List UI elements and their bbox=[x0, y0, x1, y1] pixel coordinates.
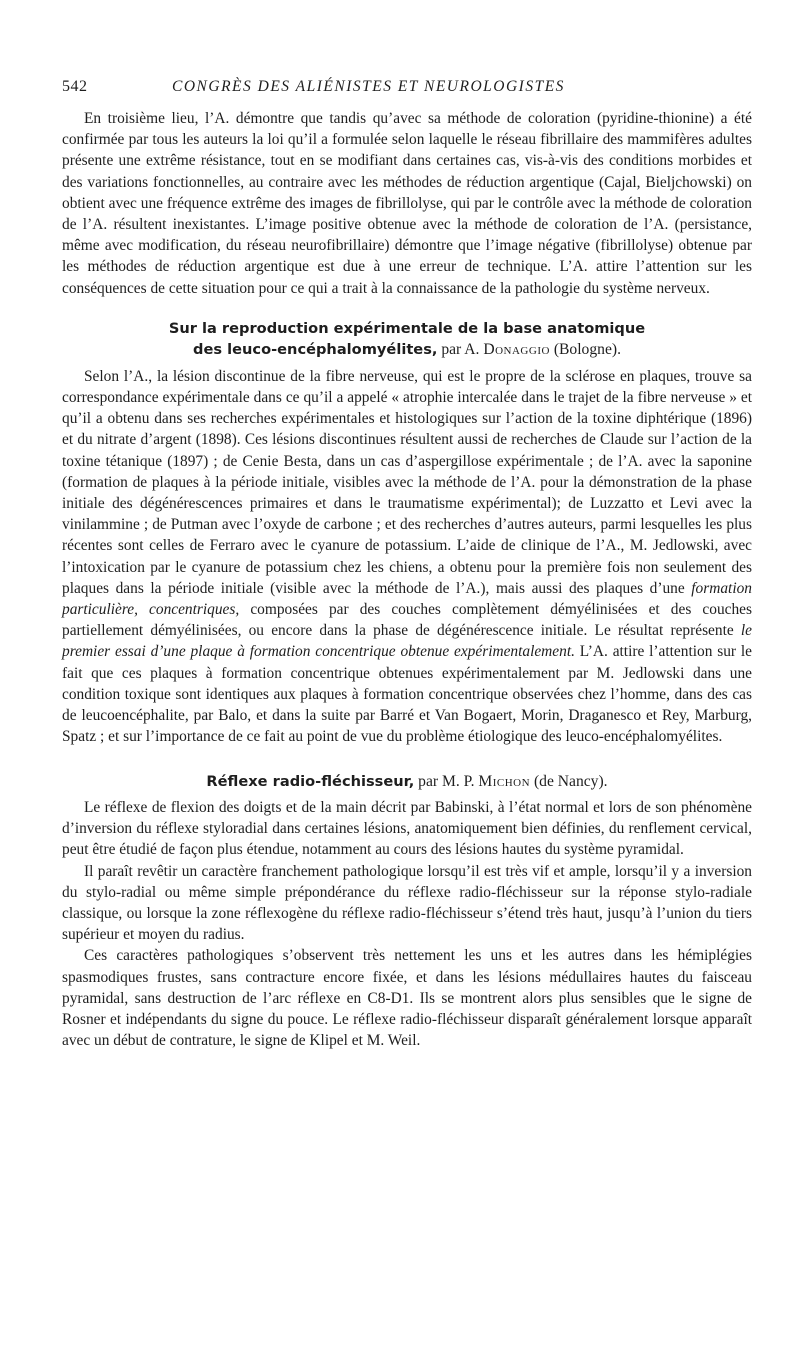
intro-paragraph: En troisième lieu, l’A. démontre que tandis qu’avec sa méthode de coloration (pyridine-thionine) a été confirmée par tous les auteurs la loi qu’il a formulée selon laquelle le réseau fibrillaire des mammifères adultes présente une extrême résistance, tout en se modifiant dans certaines cas, vis-à-vis des conditions morbides et des variations fonctionnelles, au contraire avec les méthodes de réduction argentique (Cajal, Bieljchowski) on obtient avec une fréquence extrême des images de fibrillolyse, qui par le contrôle avec la méthode de coloration de l’A. résultent inexistantes. L’image positive obtenue avec la méthode de coloration de l’A. (persistance, même avec modification, du réseau neurofibrillaire) démontre que l’image négative (fibrillolyse) obtenue par les méthodes de réduction argentique est due à une erreur de technique. L’A. attire l’attention sur les conséquences de cette situation pour ce qui a trait à la connaissance de la pathologie du système nerveux. bbox=[62, 110, 752, 297]
reflexe-paragraph-1: Le réflexe de flexion des doigts et de la main décrit par Babinski, à l’état normal et lors de son phénomène d’inversion du réflexe styloradial dans certaines lésions, anatomiquement bien définies, du renflement cervical, peut être étudié de façon plus étendue, notamment au cours des lésions hautes du système pyramidal. bbox=[62, 798, 752, 859]
section-title-line2: des leuco-encéphalomyélites, bbox=[193, 341, 438, 359]
leuco-paragraph bbox=[62, 366, 752, 748]
author-place: (Bologne). bbox=[549, 341, 621, 359]
leuco-italic-phrase-2: le premier essai d’une plaque à formation concentrique obtenue expérimentalement. bbox=[62, 622, 752, 661]
running-title: CONGRÈS DES ALIÉNISTES ET NEUROLOGISTES bbox=[172, 78, 565, 95]
author-name: Donaggio bbox=[483, 341, 550, 359]
section-title-reflexe bbox=[62, 771, 752, 793]
leuco-text-start: Selon l’A., la lésion discontinue de la fibre nerveuse, qui est le propre de la sclérose en plaques, trouve sa correspondance expérimentale dans ce qu’il a appelé « atrophie intercalée dans le trajet de la fibre nerveuse » et qu’il a obtenu dans ses recherches expérimentales et histologiques sur l’action de la toxine diphtérique (1896) et du nitrate d’argent (1898). Ces lésions discontinues résultent aussi de recherches de Claude sur l’action de la toxine tétanique (1897) ; de Cenie Besta, dans un cas d’aspergillose expérimentale ; de l’A. avec la saponine (formation de plaques à la période initiale, visibles avec la méthode de l’A. pour la démonstration de la phase initiale des dégénérescences primaires et dans le traumatisme expérimental); de Luzzatto et Levi avec la vinilammine ; de Putman avec l’oxyde de carbone ; et des recherches d’autres auteurs, parmi lesquelles les plus récentes sont celles de Ferraro avec le cyanure de potassium. L’aide de clinique de l’A., M. Jedlowski, avec l’intoxication par le cyanure de potassium chez les chiens, a obtenu pour la première fois non seulement des plaques dans la période initiale (visible avec la méthode de l’A.), mais aussi des plaques d’une bbox=[62, 367, 752, 597]
section-title-line1: Sur la reproduction expérimentale de la base anatomique bbox=[168, 319, 646, 337]
leuco-text-end: L’A. attire l’attention sur le fait que ces plaques à formation concentrique obtenues expérimentalement par M. Jedlowski dans une condition toxique sont identiques aux plaques à formation concentrique observées chez l’homme, dans des cas de leucoencéphalite, par Balo, et dans la suite par Barré et Van Bogaert, Morin, Draganesco et Rey, Marburg, Spatz ; et sur l’importance de ce fait au point de vue du problème étiologique des leuco-encéphalomyélites. bbox=[62, 643, 752, 746]
page-number: 542 bbox=[62, 78, 88, 95]
reflexe-paragraph-2: Il paraît revêtir un caractère franchement pathologique lorsqu’il est très vif et ample, lorsqu’il y a inversion du stylo-radial ou même simple prépondérance du réflexe radio-fléchisseur sur la réponse stylo-radiale classique, ou lorsque la zone réflexogène du réflexe radio-fléchisseur s’étend très haut, jusqu’à l’union du tiers supérieur et moyen du radius. bbox=[62, 862, 752, 944]
section-title-leuco bbox=[62, 318, 752, 361]
byline-prefix: par M. P. bbox=[414, 773, 479, 791]
leuco-italic-phrase-1: formation particulière, concentriques, bbox=[62, 579, 752, 619]
leuco-text-mid: composées par des couches complètement démyélinisées et des couches partiellement démyélinisées, ou encore dans la phase de dégénérescence initiale. Le résultat représente bbox=[62, 601, 752, 640]
author-name: Michon bbox=[478, 773, 531, 791]
running-header bbox=[62, 78, 752, 96]
journal-page bbox=[62, 78, 752, 1051]
section-title-reflexe-text: Réflexe radio-fléchisseur, bbox=[206, 773, 415, 791]
author-place: (de Nancy). bbox=[530, 773, 608, 791]
reflexe-paragraph-3: Ces caractères pathologiques s’observent très nettement les uns et les autres dans les hémiplégies spasmodiques frustes, sans contracture encore fixée, et dans les lésions médullaires hautes du faisceau pyramidal, sans destruction de l’arc réflexe en C8-D1. Ils se montrent alors plus sensibles que le signe de Rosner et indépendants du signe du pouce. Le réflexe radio-fléchisseur disparaît généralement lorsque apparaît avec un début de contrature, le signe de Klipel et M. Weil. bbox=[62, 947, 752, 1050]
byline-prefix: par A. bbox=[437, 341, 484, 359]
